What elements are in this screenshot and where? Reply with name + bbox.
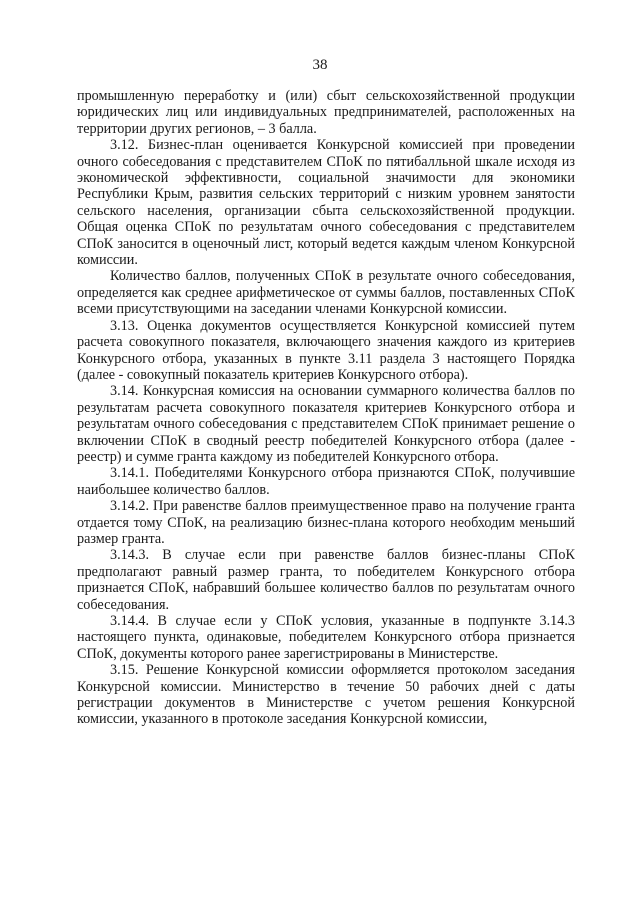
paragraph-3-14-3: 3.14.3. В случае если при равенстве баллов бизнес-планы СПоК предполагают равный размер гранта, то победителем Конкурсного отбора признается СПоК, набравший большее количество баллов по результатам очного собеседования. (77, 547, 575, 613)
paragraph-3-12: 3.12. Бизнес-план оценивается Конкурсной комиссией при проведении очного собеседования с представителем СПоК по пятибалльной шкале исходя из экономической эффективности, социальной значимости для экономики Республики Крым, развития сельских территорий с низким уровнем занятости сельского населения, организации сбыта сельскохозяйственной продукции. Общая оценка СПоК по результатам очного собеседования с представителем СПоК заносится в оценочный лист, который ведется каждым членом Конкурсной комиссии. (77, 137, 575, 269)
page-number: 38 (312, 57, 328, 73)
paragraph-3-14-4: 3.14.4. В случае если у СПоК условия, указанные в подпункте 3.14.3 настоящего пункта, одинаковые, победителем Конкурсного отбора признается СПоК, документы которого ранее зарегистрированы в Министерстве. (77, 613, 575, 662)
paragraph-3-13: 3.13. Оценка документов осуществляется Конкурсной комиссией путем расчета совокупного показателя, включающего значения каждого из критериев Конкурсного отбора, указанных в пункте 3.11 раздела 3 настоящего Порядка (далее - совокупный показатель критериев Конкурсного отбора). (77, 317, 575, 383)
paragraph-3-14-2: 3.14.2. При равенстве баллов преимущественное право на получение гранта отдается тому СПоК, на реализацию бизнес-плана которого необходим меньший размер гранта. (77, 498, 575, 547)
paragraph-3-14: 3.14. Конкурсная комиссия на основании суммарного количества баллов по результатам расчета совокупного показателя критериев Конкурсного отбора и результатам очного собеседования с представителем СПоК принимает решение о включении СПоК в сводный реестр победителей Конкурсного отбора (далее - реестр) и сумме гранта каждому из победителей Конкурсного отбора. (77, 383, 575, 465)
paragraph-3-12-points: Количество баллов, полученных СПоК в результате очного собеседования, определяется как среднее арифметическое от суммы баллов, поставленных СПоК всеми присутствующими на заседании членами Конкурсной комиссии. (77, 268, 575, 318)
paragraph-continuation: промышленную переработку и (или) сбыт сельскохозяйственной продукции юридических лиц или индивидуальных предпринимателей, расположенных на территории других регионов, – 3 балла. (77, 88, 575, 137)
paragraph-3-14-1: 3.14.1. Победителями Конкурсного отбора признаются СПоК, получившие наибольшее количество баллов. (77, 465, 575, 498)
document-body (77, 88, 575, 728)
paragraph-3-15: 3.15. Решение Конкурсной комиссии оформляется протоколом заседания Конкурсной комиссии. Министерство в течение 50 рабочих дней с даты регистрации документов в Министерстве с учетом решения Конкурсной комиссии, указанного в протоколе заседания Конкурсной комиссии, (77, 662, 575, 728)
